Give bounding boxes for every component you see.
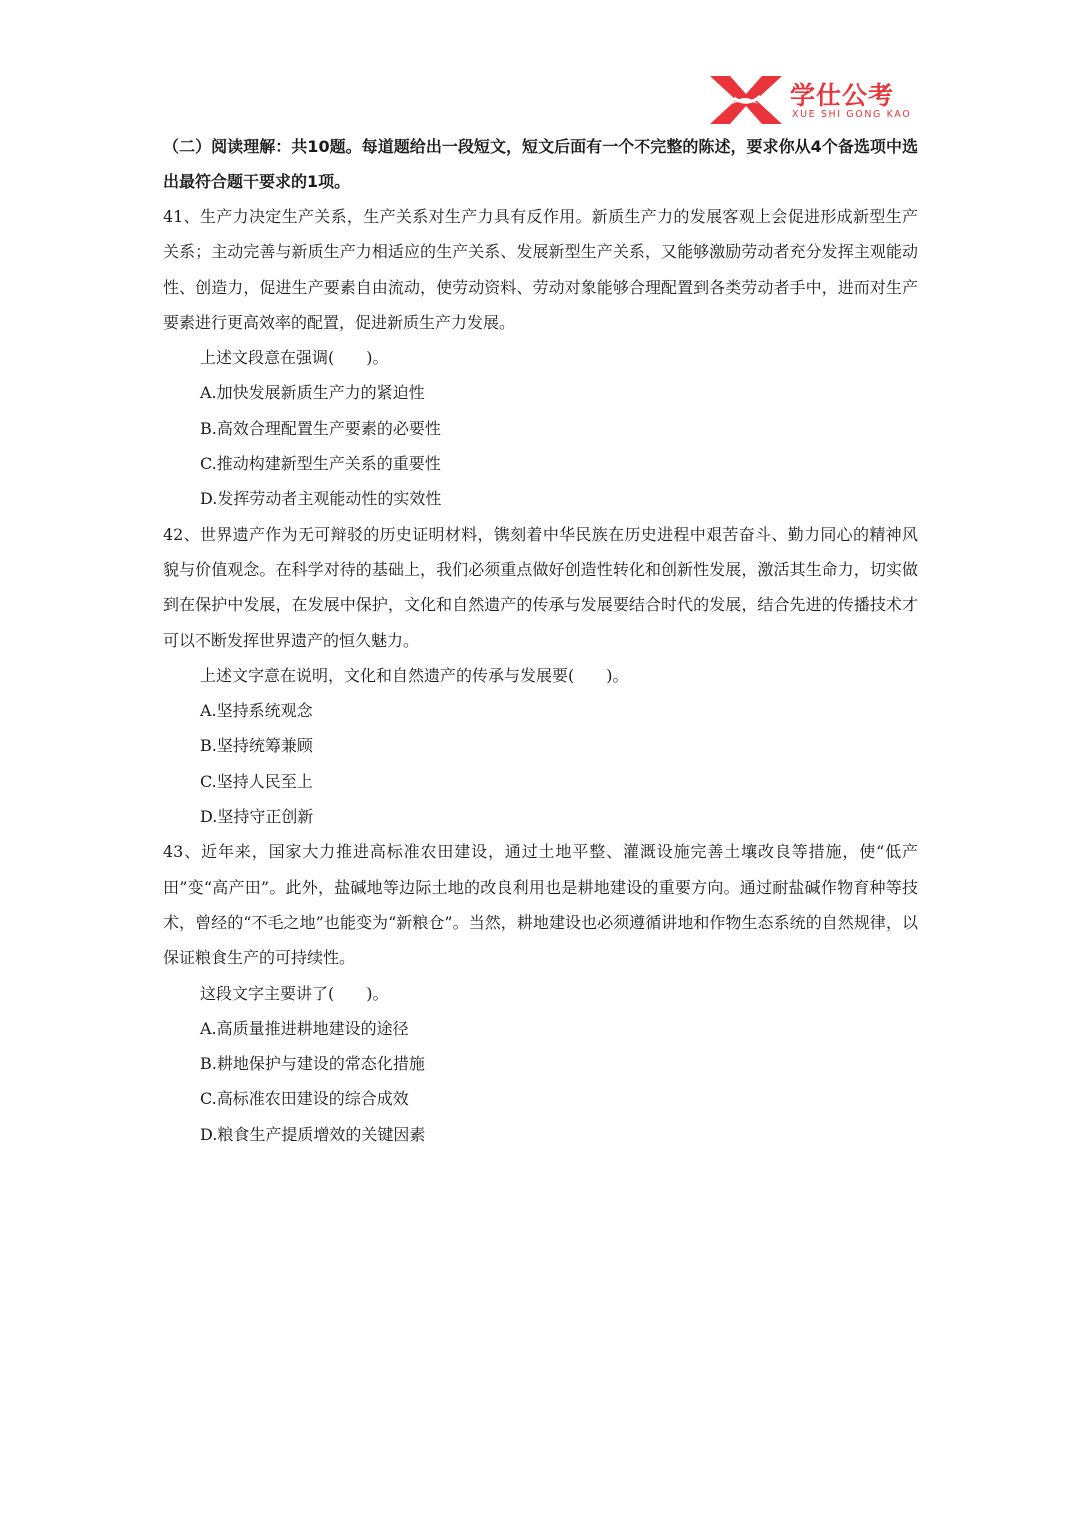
question-stem: 这段文字主要讲了( )。	[200, 983, 389, 1003]
option-a: A.加快发展新质生产力的紧迫性	[200, 383, 425, 403]
logo-chinese-text: 学仕公考	[790, 81, 895, 110]
question-43	[163, 834, 918, 1152]
xueshi-logo-icon	[708, 74, 784, 126]
question-41	[163, 199, 918, 517]
question-passage: 42、世界遗产作为无可辩驳的历史证明材料，镌刻着中华民族在历史进程中艰苦奋斗、勤力同心的精神风貌与价值观念。在科学对待的基础上，我们必须重点做好创造性转化和创新性发展，激活其生命力，切实做到在保护中发展，在发展中保护，文化和自然遗产的传承与发展要结合时代的发展，结合先进的传播技术才可以不断发挥世界遗产的恒久魅力。	[163, 524, 918, 650]
option-d: D.坚持守正创新	[200, 807, 314, 827]
question-passage: 41、生产力决定生产关系，生产关系对生产力具有反作用。新质生产力的发展客观上会促进形成新型生产关系；主动完善与新质生产力相适应的生产关系、发展新型生产关系，又能够激励劳动者充分发挥主观能动性、创造力，促进生产要素自由流动，使劳动资料、劳动对象能够合理配置到各类劳动者手中，进而对生产要素进行更高效率的配置，促进新质生产力发展。	[163, 207, 918, 332]
section-title: （二）阅读理解：共10题。每道题给出一段短文，短文后面有一个不完整的陈述，要求你从4个备选项中选出最符合题干要求的1项。	[163, 137, 918, 191]
option-b: B.高效合理配置生产要素的必要性	[200, 418, 441, 438]
option-b: B.耕地保护与建设的常态化措施	[200, 1054, 425, 1074]
option-c: C.坚持人民至上	[200, 771, 313, 791]
brand-logo	[708, 74, 928, 128]
logo-pinyin-text: XUE SHI GONG KAO	[792, 109, 912, 120]
question-stem: 上述文段意在强调( )。	[200, 348, 389, 368]
document-body	[163, 129, 918, 1152]
option-d: D.发挥劳动者主观能动性的实效性	[200, 489, 442, 509]
option-c: C.推动构建新型生产关系的重要性	[200, 454, 441, 474]
option-d: D.粮食生产提质增效的关键因素	[200, 1124, 426, 1144]
option-a: A.坚持系统观念	[200, 701, 313, 721]
question-passage: 43、近年来，国家大力推进高标准农田建设，通过土地平整、灌溉设施完善土壤改良等措施，使“低产田”变“高产田”。此外，盐碱地等边际土地的改良利用也是耕地建设的重要方向。通过耐盐碱作物育种等技术，曾经的“不毛之地”也能变为“新粮仓”。当然，耕地建设也必须遵循讲地和作物生态系统的自然规律，以保证粮食生产的可持续性。	[163, 842, 918, 968]
question-stem: 上述文字意在说明，文化和自然遗产的传承与发展要( )。	[200, 665, 629, 685]
option-c: C.高标准农田建设的综合成效	[200, 1089, 409, 1109]
option-a: A.高质量推进耕地建设的途径	[200, 1018, 409, 1038]
option-b: B.坚持统筹兼顾	[200, 736, 313, 756]
question-42	[163, 517, 918, 835]
